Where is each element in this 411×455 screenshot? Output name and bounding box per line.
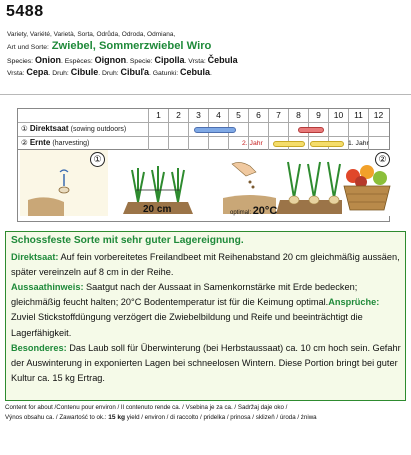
vrsta-sl-value: Čebula — [207, 55, 238, 65]
direktsaat-paragraph — [11, 250, 403, 280]
month-5: 5 — [228, 109, 248, 123]
direktsaat-label: Direktsaat — [29, 124, 69, 133]
cell — [188, 137, 208, 151]
month-3: 3 — [188, 109, 208, 123]
besonderes-text: Das Laub soll für Überwinterung (bei Herbstaussaat) ca. 10 cm hoch sein. Gefahr der Auswinterung in exponierten Lagen bei schneelosen Wintern. Diese Portion bringt bei guter Kultur ca. 15 kg Ertrag. — [11, 343, 401, 384]
variety-line: Variety, Variété, Varietà, Sorta, Odrůda, Odroda, Odmiana, — [7, 31, 176, 38]
cell — [268, 123, 288, 137]
sowing-calendar — [17, 108, 390, 150]
product-code: 5488 — [6, 3, 44, 20]
besonderes-paragraph — [11, 341, 403, 387]
art-label: Art und Sorte: — [7, 44, 49, 51]
besonderes-key: Besonderes: — [11, 343, 67, 353]
species-value: Onion — [34, 55, 61, 65]
row-badge-1: ① — [21, 124, 28, 133]
month-2: 2 — [168, 109, 188, 123]
harvest-second-year-bar — [273, 141, 305, 147]
cell — [168, 123, 188, 137]
headline: Schossfeste Sorte mit sehr guter Lagereignung. — [11, 235, 244, 246]
step-badge-2: ② — [375, 152, 390, 167]
sowing-autumn-bar — [298, 127, 324, 133]
cell — [248, 123, 268, 137]
yield-amount: 15 kg — [108, 414, 126, 421]
cell — [148, 137, 168, 151]
species-line: Species: Onion. Espèces: Oignon. Specie: Cipolla. Vrsta: Čebula — [7, 55, 238, 65]
product-name: Zwiebel, Sommerzwiebel Wiro — [51, 40, 212, 52]
illustration-panel — [17, 150, 390, 222]
specie-value: Cipolla — [154, 55, 185, 65]
calendar-header-row — [18, 109, 389, 123]
aussaat-paragraph — [11, 280, 403, 341]
step-badge-1: ① — [90, 152, 105, 167]
temp-label: optimal: — [230, 210, 252, 216]
cell — [168, 137, 188, 151]
direktsaat-row-label — [21, 124, 126, 133]
month-7: 7 — [268, 109, 288, 123]
footer-suffix: yield / environ / di raccolto / pridelka / prinosa / sklizeň / úroda / żniwa — [125, 414, 317, 421]
druh-cz-label: Druh: — [52, 70, 69, 77]
druh-sk-label: Druh: — [102, 70, 119, 77]
calendar-corner — [18, 109, 148, 123]
direktsaat-text: Auf fein vorbereitetes Freilandbeet mit Reihenabstand 20 cm gleichmäßig aussäen, später vereinzeln auf 8 cm in der Reihe. — [11, 252, 400, 278]
cell — [368, 137, 388, 151]
specie-label: Specie: — [129, 58, 153, 65]
month-10: 10 — [328, 109, 348, 123]
month-9: 9 — [308, 109, 328, 123]
illustration-drawing — [18, 150, 391, 222]
vrsta-sl-label: Vrsta: — [188, 58, 206, 65]
growing-onions-icon — [276, 162, 350, 214]
sowing-spring-bar — [194, 127, 236, 133]
aussaat-text: Saatgut nach der Aussaat in Samenkornstärke mit Erde bedecken; gleichmäßig feucht halten; 20°C Bodentemperatur ist für die Keimung optimal. — [11, 282, 358, 308]
second-year-label: 2. Jahr — [242, 140, 263, 147]
gatunki-label: Gatunki: — [152, 70, 179, 77]
month-1: 1 — [148, 109, 168, 123]
direktsaat-key: Direktsaat: — [11, 252, 59, 262]
ernte-label: Ernte — [29, 138, 51, 147]
druh-sk-value: Cibuľa — [120, 67, 149, 77]
cell — [328, 123, 348, 137]
ernte-sub: (harvesting) — [52, 140, 90, 147]
art-und-sorte-line — [7, 40, 211, 52]
month-4: 4 — [208, 109, 228, 123]
harvest-first-year-bar — [310, 141, 344, 147]
footer-prefix: Výnos obsahu ca. / Zawartość to ok.: — [5, 414, 109, 421]
row-badge-2: ② — [21, 138, 28, 147]
ansprueche-text: Zuviel Stickstoffdüngung verzögert die Zwiebelbildung und Reife und beeinträchtigt die Lagerfähigkeit. — [11, 312, 363, 338]
vrsta-hr-value: Cepa — [26, 67, 49, 77]
optimal-temperature — [230, 205, 277, 217]
row-distance: 20 cm — [143, 204, 172, 215]
especes-value: Oignon — [94, 55, 127, 65]
vrsta-line: Vrsta: Cepa. Druh: Cibule. Druh: Cibuľa. Gatunki: Cebula. — [7, 67, 212, 77]
month-12: 12 — [368, 109, 388, 123]
month-6: 6 — [248, 109, 268, 123]
direktsaat-sub: (sowing outdoors) — [70, 126, 127, 133]
cell — [148, 123, 168, 137]
druh-cz-value: Cibule — [70, 67, 99, 77]
month-11: 11 — [348, 109, 368, 123]
ernte-row-label — [21, 138, 89, 147]
especes-label: Espèces: — [64, 58, 93, 65]
species-label: Species: — [7, 58, 34, 65]
content-footer-line2 — [5, 414, 317, 421]
description-box — [5, 231, 406, 401]
calendar-row-ernte — [18, 136, 389, 150]
separator — [0, 94, 411, 95]
ansprueche-key: Ansprüche: — [328, 297, 380, 308]
month-8: 8 — [288, 109, 308, 123]
cell — [208, 137, 228, 151]
aussaat-key: Aussaathinweis: — [11, 282, 84, 292]
cell — [368, 123, 388, 137]
cell — [348, 123, 368, 137]
content-footer-line1: Content for about /Contenu pour environ / Il contenuto rende ca. / Vsebina je za ca. / Sadržaj daje oko / — [5, 404, 288, 411]
calendar-row-direktsaat — [18, 122, 389, 136]
vrsta-hr-label: Vrsta: — [7, 70, 25, 77]
first-year-label: 1. Jahr — [348, 140, 369, 147]
gatunki-value: Cebula — [179, 67, 210, 77]
temp-value: 20°C — [252, 205, 278, 217]
